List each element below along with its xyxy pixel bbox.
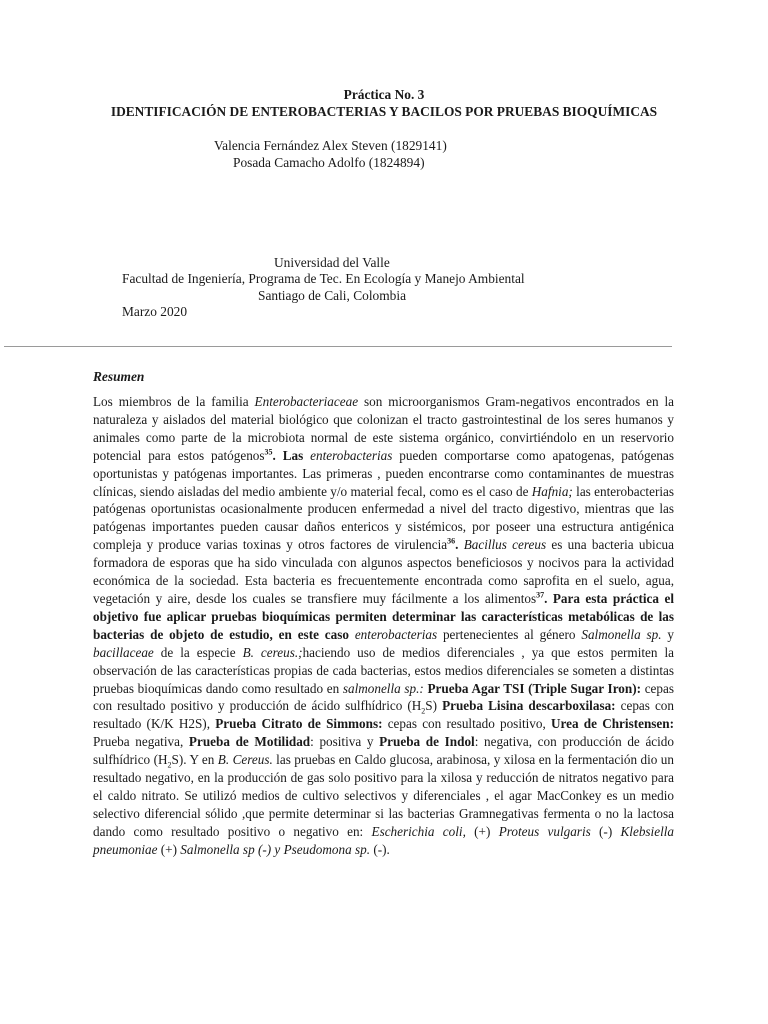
- author-1: Valencia Fernández Alex Steven (1829141): [214, 138, 447, 153]
- practice-number: Práctica No. 3: [343, 87, 425, 102]
- date: Marzo 2020: [122, 304, 188, 319]
- abstract-body: Los miembros de la familia Enterobacteriaceae son microorganismos Gram-negativos encontrados en la naturaleza y aislados del material biológico que colonizan el tracto gastrointestinal de los seres humanos y animales como parte de la microbiota normal de este sistema orgánico, convirtiéndolo en un reservorio potencial para estos patógenos$^{35}$. Las enterobacterias pueden comportarse como apatogenas, patógenas oportunistas y patógenas importantes. Las primeras , pueden encontrarse como contaminantes de muestras clínicas, siendo aisladas del medio ambiente y/o material fecal, como es el caso de Hafnia; las enterobacterias patógenas oportunistas ocasionalmente producen enfermedad a nivel del tracto digestivo, mientras que las patógenas importantes pueden causar daños entericos y sistémicos, por poseer una estructura antigénica compleja y produce varias toxinas y otros factores de virulencia$^{36}$. Bacillus cereus es una bacteria ubicua formadora de esporas que ha sido vinculada con algunos aspectos beneficiosos y nocivos para la actividad económica de la sociedad. Esta bacteria es frecuentemente encontrada como saprofita en el suelo, agua, vegetación y aire, desde los cuales se transfiere muy fácilmente a los alimentos$^{37}$. Para esta práctica el objetivo fue aplicar pruebas bioquímicas permiten determinar las características metabólicas de las bacterias de objeto de estudio, en este caso enterobacterias pertenecientes al género Salmonella sp. y bacillaceae de la especie B. cereus.;haciendo uso de medios diferenciales , ya que estos permiten la observación de las características propias de cada bacterias, estos medios diferenciales se someten a distintas pruebas bioquímicas dando como resultado en salmonella sp.: Prueba Agar TSI (Triple Sugar Iron): cepas con resultado positivo y producción de ácido sulfhídrico $(H_2S)$ Prueba Lisina descarboxilasa: cepas con resultado (K/K H2S), Prueba Citrato de Simmons: cepas con resultado positivo, Urea de Christensen: Prueba negativa, Prueba de Motilidad: positiva y Prueba de Indol: negativa, con producción de ácido sulfhídrico $(H_2S)$. Y en B. Cereus. las pruebas en Caldo glucosa, arabinosa, y xilosa en la fermentación dio un resultado negativo, en la producción de gas solo positivo para la xilosa y reducción de nitratos negativo para el caldo nitrato. Se utilizó medios de cultivo selectivos y diferenciales , el agar MacConkey es un medio selectivo diferencial sólido ,que permite determinar si las bacterias Gramnegativas fermenta o no la lactosa dando como resultado positivo o negativo en: Escherichia coli, (+) Proteus vulgaris (-) Klebsiella pneumoniae (+) Salmonella sp (-) y Pseudomona sp. (-).: [93, 394, 675, 857]
- document-title: IDENTIFICACIÓN DE ENTEROBACTERIAS Y BACILOS POR PRUEBAS BIOQUÍMICAS: [110, 104, 658, 119]
- university: Universidad del Valle: [274, 255, 390, 270]
- faculty: Facultad de Ingeniería, Programa de Tec. En Ecología y Manejo Ambiental: [122, 271, 525, 286]
- abstract-heading: Resumen: [93, 369, 145, 384]
- separator-rule: [4, 346, 672, 347]
- author-2: Posada Camacho Adolfo (1824894): [233, 155, 425, 170]
- city: Santiago de Cali, Colombia: [258, 288, 407, 303]
